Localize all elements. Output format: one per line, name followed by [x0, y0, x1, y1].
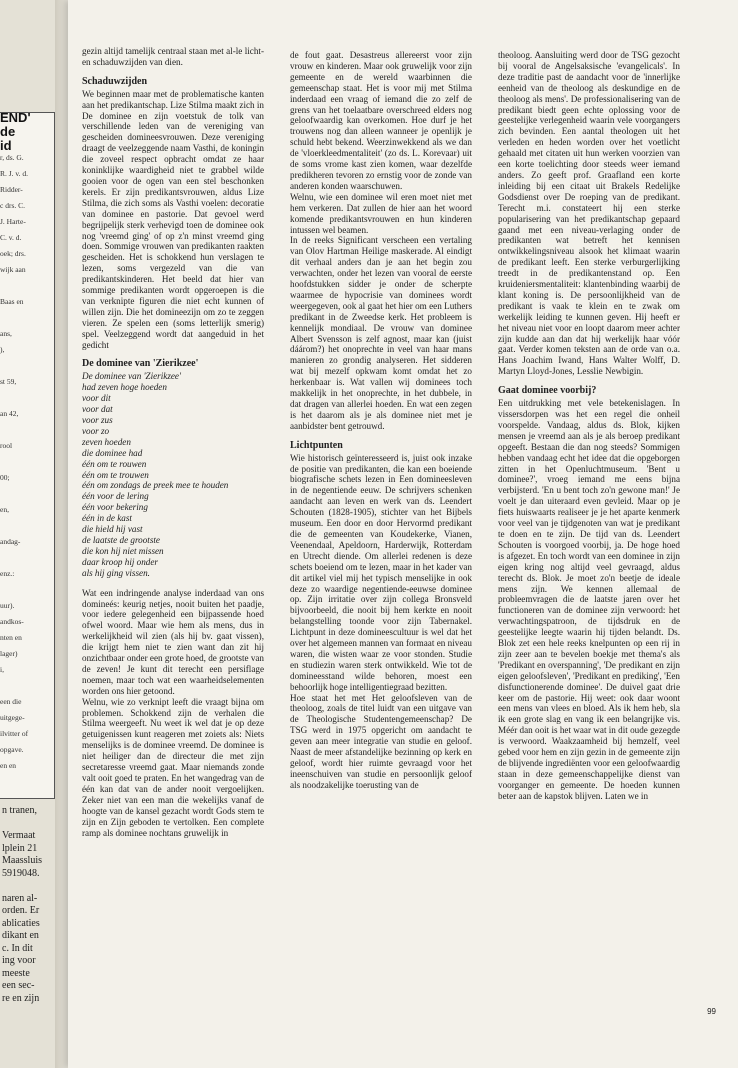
poem-line: die dominee had	[82, 447, 143, 458]
left-fragment-big-line: c. In dit	[2, 942, 33, 954]
left-fragment-big-line: Vermaat	[2, 830, 36, 841]
poem-line: als hij ging vissen.	[82, 567, 150, 578]
left-fragment-line: J. Harte-	[0, 217, 26, 226]
left-fragment-big-line: naren al-	[2, 892, 38, 904]
poem-line: die hield hij vast	[82, 524, 143, 535]
poem-line: voor zus	[82, 415, 113, 425]
poem-line: de laatste de grootste	[82, 534, 160, 545]
left-fragment-line: i,	[0, 665, 4, 674]
left-fragment-line: an 42,	[0, 409, 19, 418]
left-heading-line: de	[0, 124, 16, 139]
left-fragment-line: en,	[0, 505, 9, 514]
left-fragment-line: uur).	[0, 601, 15, 610]
poem-line: zeven hoeden	[82, 436, 131, 447]
column-1	[82, 46, 264, 838]
left-fragment-line: en en	[0, 761, 17, 770]
left-fragment-line: R. J. v. d.	[0, 169, 29, 178]
left-fragment-line: ans,	[0, 329, 12, 338]
page-number: 99	[707, 1007, 716, 1016]
paragraph: In de reeks Significant verscheen een vertaling van Olov Hartman Heilige maskerade. Al eindigt dit verhaal anders dan je aan het begin zou verwachten, onder het lezen van vooral de eerste hoofdstukken sidder je onder de scherpte waarmee de hypocrisie van dominees wordt weergegeven, ook al gaat het hier om een Luthers predikant in de Zweedse kerk. Het probleem is kennelijk mondiaal. De vrouw van dominee Albert Svensson is zelf agnost, maar kan (juist dáárom?) het onoprechte in veel van haar mans manieren zo grondig analyseren. Het sidderen wat bij mezelf opkwam komt omdat het zo herkenbaar is. Wat vallen wij dominees toch makkelijk in het onoprechte, in het dubbele, in dat dragen van allerlei hoeden. En wat een zegen is het daarom als je als dominee niet met je aanbidster bent getrouwd.	[290, 235, 472, 431]
poem-line: die kon hij niet missen	[82, 545, 164, 556]
poem-line: voor dat	[82, 404, 113, 415]
poem-line: één in de kast	[82, 513, 132, 524]
left-fragment-line: een die	[0, 697, 22, 706]
poem-line: voor zo	[82, 425, 110, 436]
paragraph: theoloog. Aansluiting werd door de TSG gezocht bij vooral de Angelsaksische 'evangelicals'. In deze traditie past de aandacht voor de 'innerlijke eenheid van de theoloog als deskundige en de theoloog als mens'. De professionalisering van de predikant biedt geen echte oplossing voor de geestelijke verlegenheid waarin vele voorgangers zich bevinden. Een aantal theologen uit het verleden en heden worden over het voetlicht gehaald met citaten uit hun werken voorzien van een korte toelichting door steeds weer iemand anders. Zo geeft prof. Graafland een korte inleiding bij een citaat uit Brakels Redelijke Godsdienst over De roeping van de predikant. Terecht m.i. constateert hij een sterke popularisering van het predikantschap gepaard gaand met een niveau-verlaging onder de predikanten wat betreft het kennisen ontwikkelingsniveau alsook het klimaat waarin de predikant leeft. Een sterke verburgerlijking treedt in de predikantenstand op. Een kruideniersmentaliteit: klantenbinding waarbij de klant koning is. De persoonlijkheid van de predikant is vaak te klein en te zwak om werkelijk leiding te kunnen geven. Hij heeft er het niveau niet voor en loopt daarom meer achter zijn kudde aan dan dat hij werkelijk haar vóór gaat. Verder komen teksten aan de orde van o.a. Hans Joachim Iwand, Hans Walter Wolff, D. Martyn Lloyd-Jones, Lesslie Newbigin.	[498, 50, 680, 377]
left-heading-line: id	[0, 138, 12, 153]
left-fragment-line: andkos-	[0, 617, 24, 626]
left-fragment-line: opgave.	[0, 745, 24, 754]
paragraph: gezin altijd tamelijk centraal staan met al-le licht- en schaduwzijden van dien.	[82, 46, 264, 67]
left-fragment-big-line: 5919048.	[2, 867, 40, 879]
poem-line: De dominee van 'Zierikzee'	[82, 371, 181, 382]
poem-line: één om zondags de preek mee te houden	[82, 480, 229, 491]
left-fragment-big-line: een sec-	[2, 980, 35, 991]
poem	[82, 371, 264, 578]
left-heading-line: END'	[0, 110, 31, 125]
left-fragment-line: andag-	[0, 537, 21, 546]
left-fragment-big-line: lplein 21	[2, 842, 38, 854]
paragraph: We beginnen maar met de problematische kanten aan het predikantschap. Lize Stilma maakt zich in De dominee en zijn voetstuk de tolk van verschillende leden van de vereniging van gescheiden domineesvrouwen. Deze vereniging draagt de veelzeggende naam Vasthi, de koningin die zoveel respect opbracht omdat ze haar koninklijke waardigheid niet te grabbel wilde gooien voor de ogen van een stel beschonken kerels. Er zijn predikantsvrouwen, aldus Lize Stilma, die zich soms als Vasthi voelen: decoratie van dominee en pastorie. Dat gevoel werd begrijpelijk sterk verhevigd toen de dominee ook nog 'vreemd ging' of op z'n minst vreemd ging doen. Sommige vrouwen van predikanten raakten gescheiden. Het is schokkend hun verslagen te lezen, soms vergezeld van die van predikantskinderen. Het beeld dat hier van sommige predikanten wordt opgeroepen is die van verknipte figuren die niet echt kunnen of willen zijn. Die het domineezijn om zo te zeggen vieren. Ze spelen een (soms letterlijk smerig) spel. Veelzeggend wordt dat aangeduid in het gedicht	[82, 88, 264, 350]
left-fragment-line: 00;	[0, 473, 10, 482]
left-fragment-line: C. v. d.	[0, 233, 22, 242]
paragraph: de fout gaat. Desastreus allereerst voor zijn vrouw en kinderen. Maar ook gruwelijk voor zijn gemeente en de wereld waarbinnen die gemeenschap staat. Het is voor mij met Stilma inderdaad een vraag of iemand die zo zelf de grens van het toelaatbare overschreed elders nog geloofwaardig kan overkomen. Hoe durf je het trouwens nog dan alleen wanneer je openlijk je schuld hebt bekend. Weerzinwekkend als we dan de 'vloerkleedmentaliteit' (zo ds. L. Korevaar) uit de soms vrome kast zien komen, waar dezelfde predikheren tevoren zo ernstig voor de zonde van anderen konden waarschuwen.	[290, 50, 472, 191]
left-fragment-line: r, ds. G.	[0, 153, 24, 162]
column-2	[290, 50, 472, 791]
paragraph: Wat een indringende analyse inderdaad van ons domineés: keurig netjes, nooit buiten het paadje, voor iedere gelegenheid een bijpassende hoed ofwel woord. Maar wie hem als mens, dus in werkelijkheid wil zien (als hij bv. gaat vissen), die krijgt hem niet te zien want dan zit hij onzichtbaar onder een grote hoed, de grootste van de zeven! Je kunt dit terecht een persiflage noemen, maar toch wat een waarheidselementen worden ons hier getoond.	[82, 587, 264, 696]
section-heading: Lichtpunten	[290, 439, 343, 451]
book-spine	[55, 0, 69, 1068]
poem-line: daar kroop hij onder	[82, 556, 158, 567]
left-fragment-big-line: ing voor	[2, 955, 36, 966]
left-fragment-line: wijk aan	[0, 265, 26, 274]
left-fragment-line: uitgege-	[0, 713, 25, 722]
section-heading: De dominee van 'Zierikzee'	[82, 358, 199, 370]
left-fragment-big-line: ablicaties	[2, 917, 40, 929]
paragraph: Welnu, wie zo verknipt leeft die vraagt bijna om problemen. Schokkend zijn de verhalen die Stilma weergeeft. Nu weet ik wel dat je op deze getuigenissen kunt reageren met zoiets als: Niets menselijks is de dominee vreemd. De dominee is niet heiliger dan de directeur die met zijn secretaresse vreemd gaat. Maar niemands zonde valt ooit goed te praten. En het wangedrag van de één kan dat van de ander nooit vergoelijken. Zeker niet van een man die wekelijks vanaf de hoogte van de kansel gezacht wordt Gods stem te zijn en Zijn geboden te vertolken. Een complete ramp als dominee nochtans gruwelijk in	[82, 696, 264, 838]
left-fragment-big-line: Maassluis	[2, 855, 42, 866]
left-fragment-line: oek; drs.	[0, 249, 26, 258]
poem-line: voor dit	[82, 393, 111, 404]
left-fragment-line: enz.:	[0, 569, 15, 578]
poem-line: had zeven hoge hoeden	[82, 382, 167, 393]
left-fragment-line: Baas en	[0, 297, 24, 306]
left-fragment-big-line: re en zijn	[2, 992, 40, 1004]
poem-line: één om te trouwen	[82, 469, 149, 480]
section-heading: Schaduwzijden	[82, 75, 148, 87]
poem-line: één voor de lering	[82, 491, 149, 502]
poem-line: één voor bekering	[82, 502, 148, 513]
left-fragment-line: rool	[0, 441, 13, 450]
left-fragment-line: st 59,	[0, 377, 17, 386]
column-3	[498, 50, 680, 802]
left-fragment-big-line: meeste	[2, 967, 30, 979]
left-fragment-big-line: orden. Er	[2, 905, 40, 916]
poem-line: één om te rouwen	[82, 458, 147, 469]
left-fragment-line: ),	[0, 345, 5, 354]
left-fragment-line: c drs. C.	[0, 201, 25, 210]
left-fragment-big-line: n tranen,	[2, 805, 37, 816]
left-page-info-box	[0, 112, 55, 799]
paragraph: Hoe staat het met Het geloofsleven van de theoloog, zoals de titel luidt van een uitgave van de Theologische Studentengemeenschap? De TSG werd in 1975 opgericht om aandacht te geven aan meer integratie van studie en geloof. Naast de meer afstandelijke bezinning op kerk en geloof, wordt hier ruimte gevraagd voor het ineenschuiven van studie en persoonlijk geloof als noodzakelijke toerusting van de	[290, 692, 472, 790]
page	[68, 0, 738, 1068]
left-fragment-big-line: dikant en	[2, 930, 39, 941]
left-fragment-line: Ridder-	[0, 185, 23, 194]
paragraph: Een uitdrukking met vele betekenislagen. In vissersdorpen was het een regel die onheil voorspelde. Vandaag, aldus ds. Blok, kijken mensen je vreemd aan als je als beroep predikant opgeeft. Bestaan die dan nog steeds? Sommigen hebben vandaag echt het idee dat die opgeborgen zitten in het Openluchtmuseum. 'Bent u dominee?', vroeg iemand me eens bijna verbijsterd. 'En u bent toch zo'n gewone man!' Je voelt je dan uiteraard even gevleid. Maar op je fiets huiswaarts realiseer je je het aparte kenmerk voor veel van je tijdgenoten van wat je predikant te doen en te zijn. De tijd van ds. Leendert Schouten is voorgoed voorbij, ja. De hoge hoed is afgezet. En toch wordt van een dominee in zijn eigen kring nog altijd veel gevraagd, aldus terecht ds. Blok. Je moet zo'n beetje de ideale mens zijn. We kennen allemaal de probleemvragen die de laatste jaren over het functioneren van de dominee zijn verwoord: het verwachtingspatroon, de tijdsdruk en de geestelijke leegte waarin hij tijden belandt. Ds. Blok zet een hele reeks knelpunten op een rij in zijn zeer aan te bevelen boekje met thema's als 'Predikant en overspanning', 'De predikant en zijn eigen geloofsleven', 'Predikant en prediking', 'Een disfunctionerende dominee'. De duivel gaat drie keer om de pastorie. Hij weet: ook daar woont een mens van vlees en bloed. Als ik hem heb, sla ik een grote slag en vang ik een belangrijke vis. Méér dan ooit is het waar wat in dit oude gezegde is verwoord. Waakzaamheid bij hemzelf, veel gebed voor hem en zijn gezin in de gemeente zijn de blijvende ingrediënten voor een geloofwaardig staan in deze gemeenschappelijke dienst van voorganger en gemeente. De hoeden kunnen beter aan de kapstok blijven. Laten we in	[498, 398, 680, 801]
paragraph: Wie historisch geïnteresseerd is, juist ook inzake de positie van predikanten, die kan een boeiende biografische schets lezen in Een domineesleven in de negentiende eeuw. De schrijvers schenken aandacht aan leven en werk van ds. Leendert Schouten (1828-1905), stichter van het Bijbels museum. Een door en door Hervormd predikant die de gemeenten van Koudekerke, Vianen, Veenendaal, Apeldoorn, Harderwijk, Rotterdam en Utrecht diende. Om allerlei redenen is deze schets boeiend om te lezen, maar in het kader van dit artikel viel mij het typisch menselijke in ook deze zo waardige negentiende-eeuwse dominee op. Zijn irritatie over zijn collega Bronsveld bijvoorbeeld, die nooit bij hem kerkte en nooit belangstelling toonde voor zijn Tabernakel. Lichtpunt in deze domineescultuur is wel dat het over het algemeen mannen van formaat en niveau waren, die wisten waar ze voor stonden. Studie en studiezin waren sterk ontwikkeld. Wie tot de domineesstand wilde behoren, moest een behoorlijk hoge intelligentiegraad bezitten.	[290, 452, 472, 692]
left-fragment-line: ilvitter of	[0, 729, 29, 738]
left-page-fragment	[0, 0, 58, 1068]
section-heading: Gaat dominee voorbij?	[498, 385, 597, 397]
left-fragment-line: nten en	[0, 633, 22, 642]
left-fragment-line: lager)	[0, 649, 18, 658]
paragraph: Welnu, wie een dominee wil eren moet niet met hem verkeren. Dat zullen de hier aan het woord komende predikantsvrouwen en hun kinderen intussen wel beamen.	[290, 191, 472, 235]
